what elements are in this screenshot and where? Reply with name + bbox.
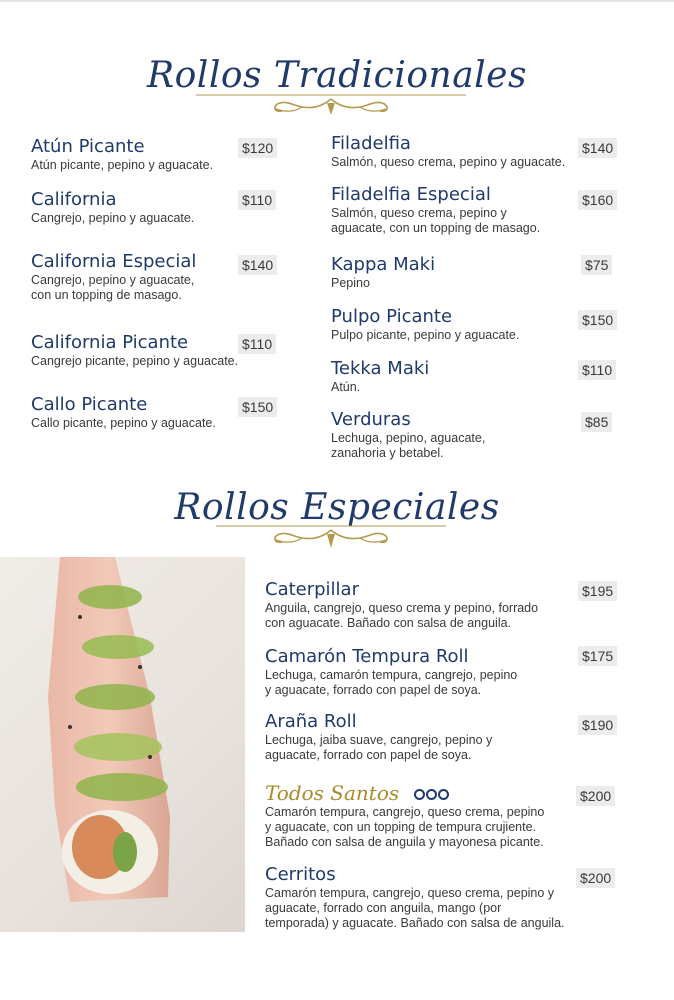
menu-item bbox=[331, 306, 551, 343]
gold-flourish-icon bbox=[196, 91, 466, 119]
item-name: Cerritos bbox=[265, 864, 336, 885]
item-price: $200 bbox=[576, 786, 615, 806]
item-price: $85 bbox=[581, 412, 612, 432]
item-name: Kappa Maki bbox=[331, 254, 436, 275]
item-name: Callo Picante bbox=[31, 394, 148, 415]
sushi-roll-photo bbox=[0, 557, 245, 932]
item-description: Salmón, queso crema, pepino y aguacate. bbox=[331, 155, 566, 169]
item-name: Verduras bbox=[331, 409, 411, 430]
section-title-especiales: Rollos Especiales bbox=[174, 487, 500, 528]
menu-item bbox=[265, 711, 500, 763]
item-price: $195 bbox=[578, 581, 617, 601]
item-price: $175 bbox=[578, 646, 617, 666]
item-description: Camarón tempura, cangrejo, queso crema, pepino y aguacate, forrado con anguila, mango (por temporada) y aguacate. Bañado con salsa de anguila. bbox=[265, 886, 565, 930]
menu-item bbox=[31, 394, 241, 431]
item-name: California Especial bbox=[31, 251, 197, 272]
item-name: Caterpillar bbox=[265, 579, 359, 600]
three-circles-icon bbox=[414, 787, 450, 805]
item-name: Todos Santos bbox=[265, 781, 400, 805]
item-name: California bbox=[31, 189, 117, 210]
item-description: Atún. bbox=[331, 380, 361, 394]
item-price: $140 bbox=[238, 255, 277, 275]
item-description: Pepino bbox=[331, 276, 370, 290]
menu-item bbox=[331, 358, 531, 395]
menu-item bbox=[331, 184, 551, 236]
menu-item bbox=[265, 782, 550, 850]
item-price: $140 bbox=[578, 138, 617, 158]
item-price: $150 bbox=[578, 310, 617, 330]
item-price: $150 bbox=[238, 397, 277, 417]
menu-item bbox=[331, 409, 496, 461]
menu-item bbox=[31, 189, 231, 226]
item-description: Callo picante, pepino y aguacate. bbox=[31, 416, 216, 430]
menu-item bbox=[331, 254, 531, 291]
item-name: Araña Roll bbox=[265, 711, 357, 732]
item-price: $110 bbox=[238, 334, 276, 354]
item-description: Cangrejo picante, pepino y aguacate. bbox=[31, 354, 239, 368]
item-description: Cangrejo, pepino y aguacate, con un topping de masago. bbox=[31, 273, 195, 302]
item-name: Camarón Tempura Roll bbox=[265, 646, 469, 667]
item-price: $110 bbox=[578, 360, 616, 380]
top-border bbox=[0, 0, 674, 2]
item-price: $190 bbox=[578, 715, 617, 735]
item-description: Camarón tempura, cangrejo, queso crema, pepino y aguacate, con un topping de tempura crujiente. Bañado con salsa de anguila y mayonesa picante. bbox=[265, 805, 545, 849]
menu-item bbox=[31, 136, 231, 173]
item-description: Pulpo picante, pepino y aguacate. bbox=[331, 328, 520, 342]
item-description: Atún picante, pepino y aguacate. bbox=[31, 158, 214, 172]
item-price: $160 bbox=[578, 190, 617, 210]
item-price: $200 bbox=[576, 868, 615, 888]
menu-item bbox=[265, 646, 525, 698]
item-price: $120 bbox=[238, 138, 277, 158]
item-description: Lechuga, camarón tempura, cangrejo, pepino y aguacate, forrado con papel de soya. bbox=[265, 668, 518, 697]
item-name: Filadelfia bbox=[331, 133, 411, 154]
item-name: Tekka Maki bbox=[331, 358, 430, 379]
section-title-tradicionales: Rollos Tradicionales bbox=[147, 55, 527, 96]
item-description: Lechuga, pepino, aguacate, zanahoria y betabel. bbox=[331, 431, 486, 460]
item-name-row bbox=[265, 782, 550, 805]
menu-item bbox=[265, 864, 565, 931]
menu-item bbox=[31, 332, 261, 369]
menu-item bbox=[31, 251, 211, 303]
item-name: California Picante bbox=[31, 332, 189, 353]
item-description: Salmón, queso crema, pepino y aguacate, con un topping de masago. bbox=[331, 206, 541, 235]
item-price: $75 bbox=[581, 255, 612, 275]
item-description: Cangrejo, pepino y aguacate. bbox=[31, 211, 195, 225]
item-description: Anguila, cangrejo, queso crema y pepino, forrado con aguacate. Bañado con salsa de anguila. bbox=[265, 601, 539, 630]
menu-item bbox=[265, 579, 540, 631]
item-name: Filadelfia Especial bbox=[331, 184, 491, 205]
item-name: Pulpo Picante bbox=[331, 306, 453, 327]
menu-item bbox=[331, 133, 571, 170]
item-name: Atún Picante bbox=[31, 136, 145, 157]
item-price: $110 bbox=[238, 190, 276, 210]
item-description: Lechuga, jaiba suave, cangrejo, pepino y aguacate, forrado con papel de soya. bbox=[265, 733, 493, 762]
gold-flourish-icon bbox=[216, 522, 446, 552]
